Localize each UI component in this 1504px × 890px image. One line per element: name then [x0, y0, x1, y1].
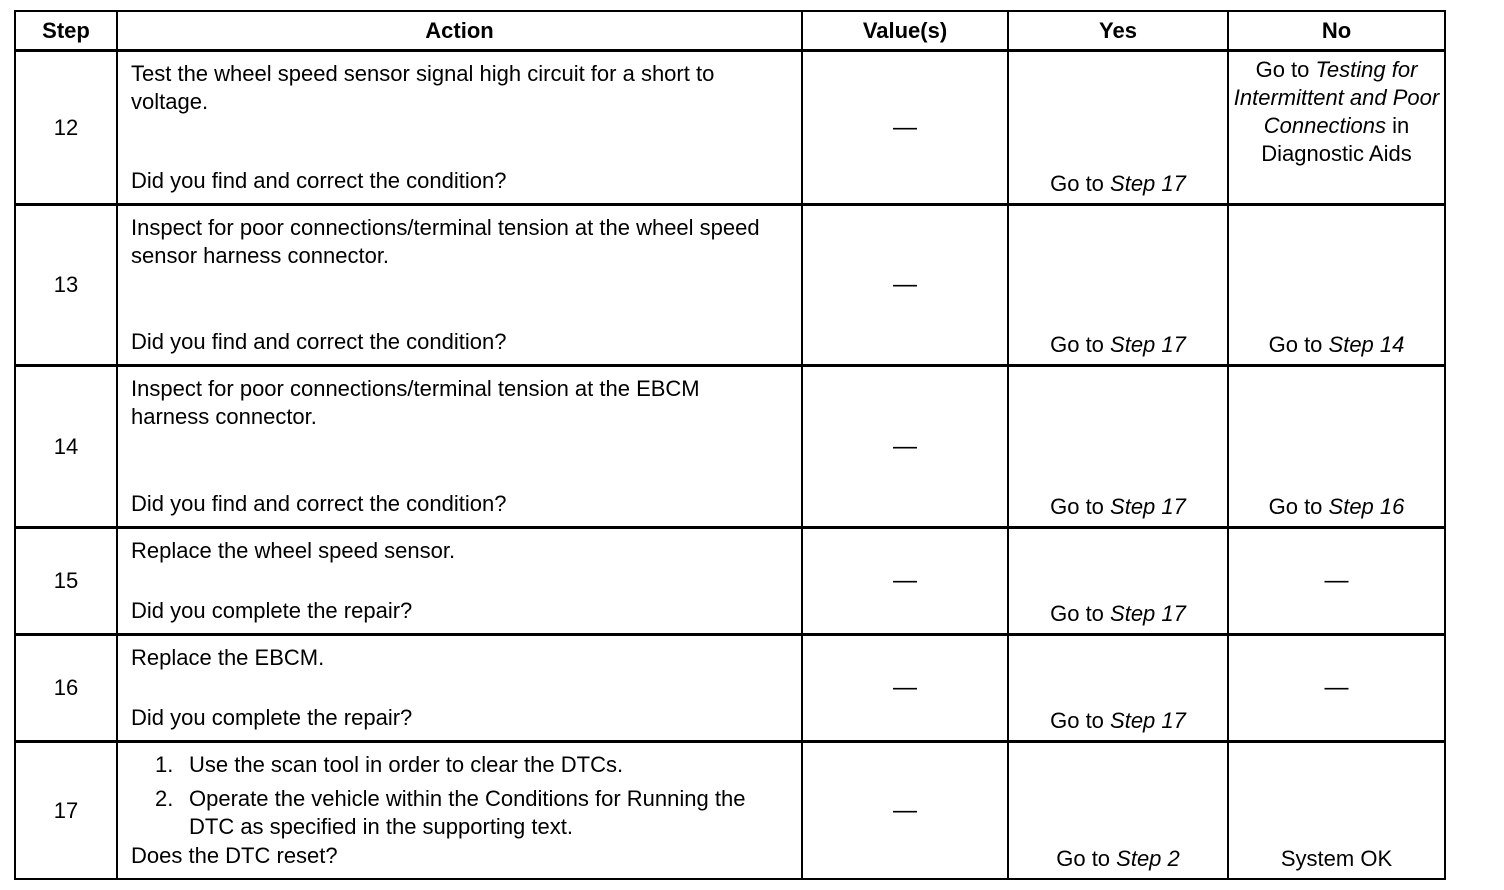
- action-cell: [118, 529, 803, 633]
- no-link[interactable]: [1229, 494, 1444, 520]
- yes-prefix: Go to: [1050, 494, 1111, 519]
- no-reference: Testing for Intermittent and Poor Connections: [1233, 57, 1440, 138]
- yes-step-ref: Step 17: [1110, 708, 1186, 733]
- action-cell: [118, 206, 803, 364]
- table-row: [16, 636, 1444, 743]
- table-row: [16, 367, 1444, 529]
- action-question: Did you find and correct the condition?: [131, 168, 507, 193]
- action-list-wrap: [131, 751, 789, 841]
- yes-prefix: Go to: [1050, 171, 1111, 196]
- no-cell: —: [1324, 567, 1349, 594]
- value-cell: —: [803, 206, 1009, 364]
- list-number: 1.: [155, 752, 174, 777]
- no-cell: [1229, 206, 1444, 364]
- yes-prefix: Go to: [1050, 332, 1111, 357]
- yes-link[interactable]: [1009, 171, 1227, 197]
- action-text: Replace the EBCM.: [131, 645, 325, 670]
- yes-link[interactable]: [1009, 601, 1227, 627]
- header-values: Value(s): [803, 12, 1009, 49]
- action-text: Test the wheel speed sensor signal high circuit for a short to voltage.: [131, 61, 715, 114]
- value-cell: —: [803, 529, 1009, 633]
- yes-step-ref: Step 17: [1110, 494, 1186, 519]
- action-question: Does the DTC reset?: [131, 843, 338, 868]
- yes-prefix: Go to: [1050, 601, 1111, 626]
- no-prefix: Go to: [1268, 332, 1329, 357]
- yes-step-ref: Step 2: [1116, 846, 1180, 871]
- action-list: [131, 751, 789, 841]
- table-row: [16, 743, 1444, 878]
- no-cell: —: [1324, 674, 1349, 701]
- no-prefix: Go to: [1268, 494, 1329, 519]
- yes-link[interactable]: [1009, 708, 1227, 734]
- header-no: No: [1321, 17, 1352, 43]
- header-step: Step: [16, 12, 118, 49]
- value-cell: —: [803, 636, 1009, 740]
- yes-prefix: Go to: [1056, 846, 1117, 871]
- action-cell: [118, 636, 803, 740]
- yes-step-ref: Step 17: [1110, 171, 1186, 196]
- action-text: Replace the wheel speed sensor.: [131, 538, 456, 563]
- no-link[interactable]: [1229, 332, 1444, 358]
- table-row: [16, 529, 1444, 636]
- step-number: 14: [16, 367, 118, 526]
- value-cell: —: [803, 743, 1009, 878]
- no-prefix: Go to: [1255, 57, 1316, 82]
- table-header: [16, 12, 1444, 52]
- step-number: 12: [16, 52, 118, 203]
- list-text: Use the scan tool in order to clear the DTCs.: [189, 752, 624, 777]
- list-text: Operate the vehicle within the Conditions for Running the DTC as specified in the supporting text.: [189, 786, 746, 839]
- yes-cell: [1009, 52, 1229, 203]
- action-question: Did you find and correct the condition?: [131, 329, 507, 354]
- action-cell: [118, 743, 803, 878]
- action-question: Did you find and correct the condition?: [131, 491, 507, 516]
- action-cell: [118, 367, 803, 526]
- diagnostic-table: [14, 10, 1446, 880]
- value-cell: —: [803, 52, 1009, 203]
- no-step-ref: Step 14: [1328, 332, 1405, 357]
- yes-cell: [1009, 206, 1229, 364]
- list-number: 2.: [155, 786, 174, 811]
- yes-cell: [1009, 529, 1229, 633]
- yes-step-ref: Step 17: [1110, 601, 1186, 626]
- action-text: Inspect for poor connections/terminal tension at the EBCM harness connector.: [131, 376, 700, 429]
- yes-cell: [1009, 743, 1229, 878]
- yes-step-ref: Step 17: [1110, 332, 1186, 357]
- yes-link[interactable]: [1009, 332, 1227, 358]
- yes-cell: [1009, 367, 1229, 526]
- step-number: 16: [16, 636, 118, 740]
- step-number: 15: [16, 529, 118, 633]
- list-item: [131, 785, 789, 841]
- no-suffix: in Diagnostic Aids: [1261, 113, 1412, 166]
- no-step-ref: Step 16: [1328, 494, 1405, 519]
- yes-link[interactable]: [1009, 494, 1227, 520]
- action-cell: [118, 52, 803, 203]
- header-yes: Yes: [1009, 12, 1229, 49]
- yes-prefix: Go to: [1050, 708, 1111, 733]
- table-row: [16, 52, 1444, 206]
- action-question: Did you complete the repair?: [131, 598, 413, 623]
- no-cell: [1229, 743, 1444, 878]
- action-question: Did you complete the repair?: [131, 705, 413, 730]
- value-cell: —: [803, 367, 1009, 526]
- no-cell: [1229, 367, 1444, 526]
- list-item: [131, 751, 789, 779]
- action-text: Inspect for poor connections/terminal tension at the wheel speed sensor harness connector.: [131, 215, 760, 268]
- no-cell[interactable]: [1229, 52, 1444, 203]
- table-row: [16, 206, 1444, 367]
- header-action: Action: [118, 12, 803, 49]
- no-result: System OK: [1280, 846, 1393, 871]
- yes-cell: [1009, 636, 1229, 740]
- step-number: 13: [16, 206, 118, 364]
- yes-link[interactable]: [1009, 846, 1227, 872]
- step-number: 17: [16, 743, 118, 878]
